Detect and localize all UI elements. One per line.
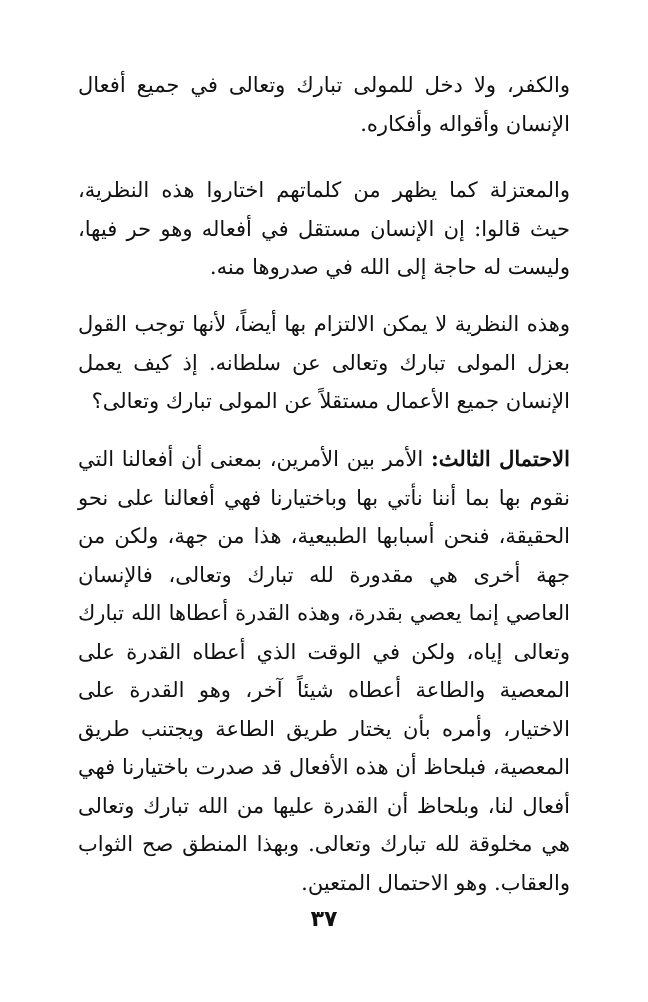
paragraph-1 [78,66,570,143]
paragraph-2 [78,171,570,287]
paragraph-2-text: والمعتزلة كما يظهر من كلماتهم اختاروا هذه النظرية، حيث قالوا: إن الإنسان مستقل في أفعاله وهو حر فيها، وليست له حاجة إلى الله في صدروها منه. [78,178,570,279]
paragraph-3-text: وهذه النظرية لا يمكن الالتزام بها أيضاً، لأنها توجب القول بعزل المولى تبارك وتعالى عن سلطانه. إذ كيف يعمل الإنسان جميع الأعمال مستقلاً عن المولى تبارك وتعالى؟ [78,312,570,413]
paragraph-4 [78,440,570,902]
page-number: ٣٧ [310,907,338,932]
paragraph-4-text: الأمر بين الأمرين، بمعنى أن أفعالنا التي نقوم بها بما أننا نأتي بها وباختيارنا فهي أفعالنا على نحو الحقيقة، فنحن أسبابها الطبيعية، هذا من جهة، ولكن من جهة أخرى هي مقدورة لله تبارك وتعالى، فالإنسان العاصي إنما يعصي بقدرة، وهذه القدرة أعطاها الله تبارك وتعالى إياه، ولكن في الوقت الذي أعطاه القدرة على المعصية والطاعة أعطاه شيئاً آخر، وهو القدرة على الاختيار، وأمره بأن يختار طريق الطاعة ويجتنب طريق المعصية، فبلحاظ أن هذه الأفعال قد صدرت باختيارنا فهي أفعال لنا، وبلحاظ أن القدرة عليها من الله تبارك وتعالى هي مخلوقة لله تبارك وتعالى. وبهذا المنطق صح الثواب والعقاب. وهو الاحتمال المتعين. [78,447,570,895]
paragraph-3 [78,305,570,421]
paragraph-4-lead: الاحتمال الثالث: [430,446,570,471]
paragraph-1-text: والكفر، ولا دخل للمولى تبارك وتعالى في جميع أفعال الإنسان وأقواله وأفكاره. [78,73,570,136]
